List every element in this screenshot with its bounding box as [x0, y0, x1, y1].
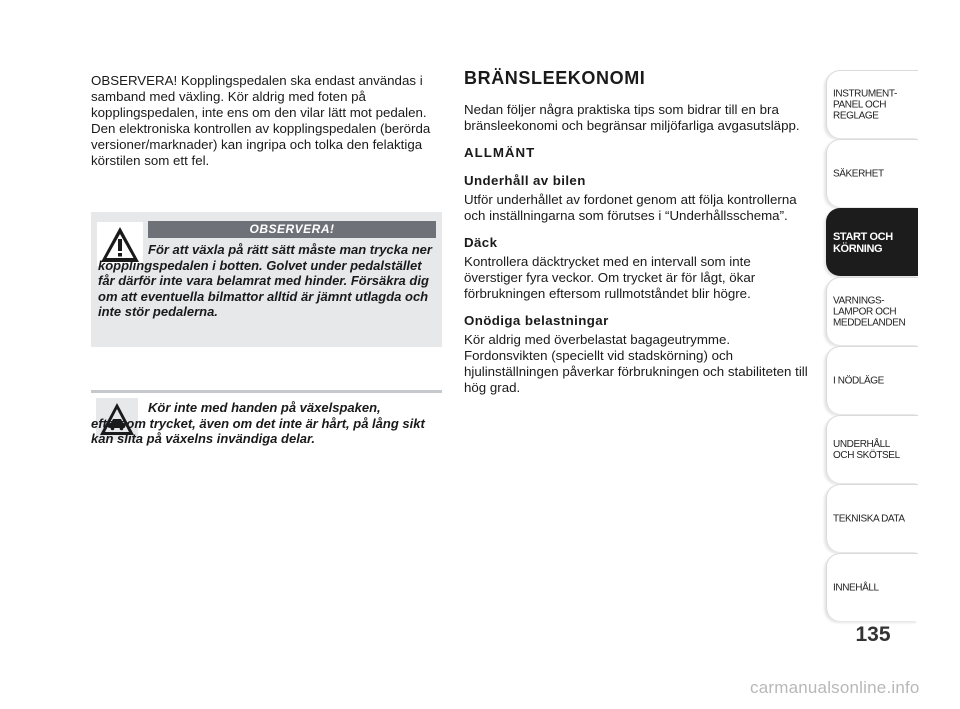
watermark: carmanualsonline.info: [750, 678, 920, 697]
right-column: [464, 67, 809, 407]
item-title-loads: Onödiga belastningar: [464, 313, 609, 328]
note-divider: [91, 390, 442, 393]
tab-label: VARNINGS- LAMPOR OCH MEDDELANDEN: [833, 295, 906, 328]
tab-technical-data[interactable]: [826, 484, 918, 552]
tab-start-and-driving[interactable]: [826, 208, 918, 276]
intro-paragraph: OBSERVERA! Kopplingspedalen ska endast användas i samband med växling. Kör aldrig med foten på kopplingspedalen, inte ens om den vilar lätt mot pedalen. Den elektroniska kontrollen av kopplingspedalen (berörda versioner/marknader) kan ingripa och tolka den felaktiga körstilen som ett fel.: [91, 73, 431, 168]
tab-contents[interactable]: [826, 553, 918, 621]
item-title-maintenance: Underhåll av bilen: [464, 173, 586, 188]
tab-warning-lights[interactable]: [826, 277, 918, 345]
warning-box: [91, 212, 442, 347]
lead-paragraph: Nedan följer några praktiska tips som bidrar till en bra bränsleekonomi och begränsar miljöfarliga avgasutsläpp.: [464, 102, 800, 133]
item-text-tyres: Kontrollera däcktrycket med en intervall som inte överstiger fyra veckor. Om trycket är för lågt, ökar förbrukningen eftersom rullmotståndet blir högre.: [464, 254, 756, 301]
item-text-loads: Kör aldrig med överbelastat bagageutrymme. Fordonsvikten (speciellt vid stadskörning) och hjulinställningen påverkar förbrukningen och stabiliteten till hög grad.: [464, 332, 808, 395]
tab-instrument-panel[interactable]: [826, 70, 918, 138]
left-column: [91, 73, 443, 169]
tab-label: START OCH KÖRNING: [833, 230, 893, 255]
tab-emergency[interactable]: [826, 346, 918, 414]
tab-safety[interactable]: [826, 139, 918, 207]
section-title: BRÄNSLEEKONOMI: [464, 68, 646, 88]
tab-label: INNEHÅLL: [833, 582, 879, 593]
warning-text: För att växla på rätt sätt måste man trycka ner kopplingspedalen i botten. Golvet under pedalstället får därför inte vara belamrat med hinder. Försäkra dig om att eventuella bilmattor alltid är jämnt utlagda och inte stör pedalerna.: [98, 242, 432, 320]
tab-label: SÄKERHET: [833, 168, 884, 179]
page-number: 135: [855, 623, 891, 646]
tab-label: INSTRUMENT- PANEL OCH REGLAGE: [833, 88, 897, 121]
tab-maintenance[interactable]: [826, 415, 918, 483]
note-text: Kör inte med handen på växelspaken, eftersom trycket, även om det inte är hårt, på lång sikt kan slita på växelns invändiga delar.: [91, 400, 425, 447]
item-text-maintenance: Utför underhållet av fordonet genom att följa kontrollerna och inställningarna som förutses i “Underhållsschema”.: [464, 192, 797, 223]
subsection-title: ALLMÄNT: [464, 145, 536, 160]
warning-header: OBSERVERA!: [148, 221, 436, 238]
tab-label: UNDERHÅLL OCH SKÖTSEL: [833, 438, 900, 461]
item-title-tyres: Däck: [464, 235, 498, 250]
tab-label: I NÖDLÄGE: [833, 375, 884, 386]
chapter-tabs: [826, 70, 918, 622]
tab-label: TEKNISKA DATA: [833, 513, 905, 524]
